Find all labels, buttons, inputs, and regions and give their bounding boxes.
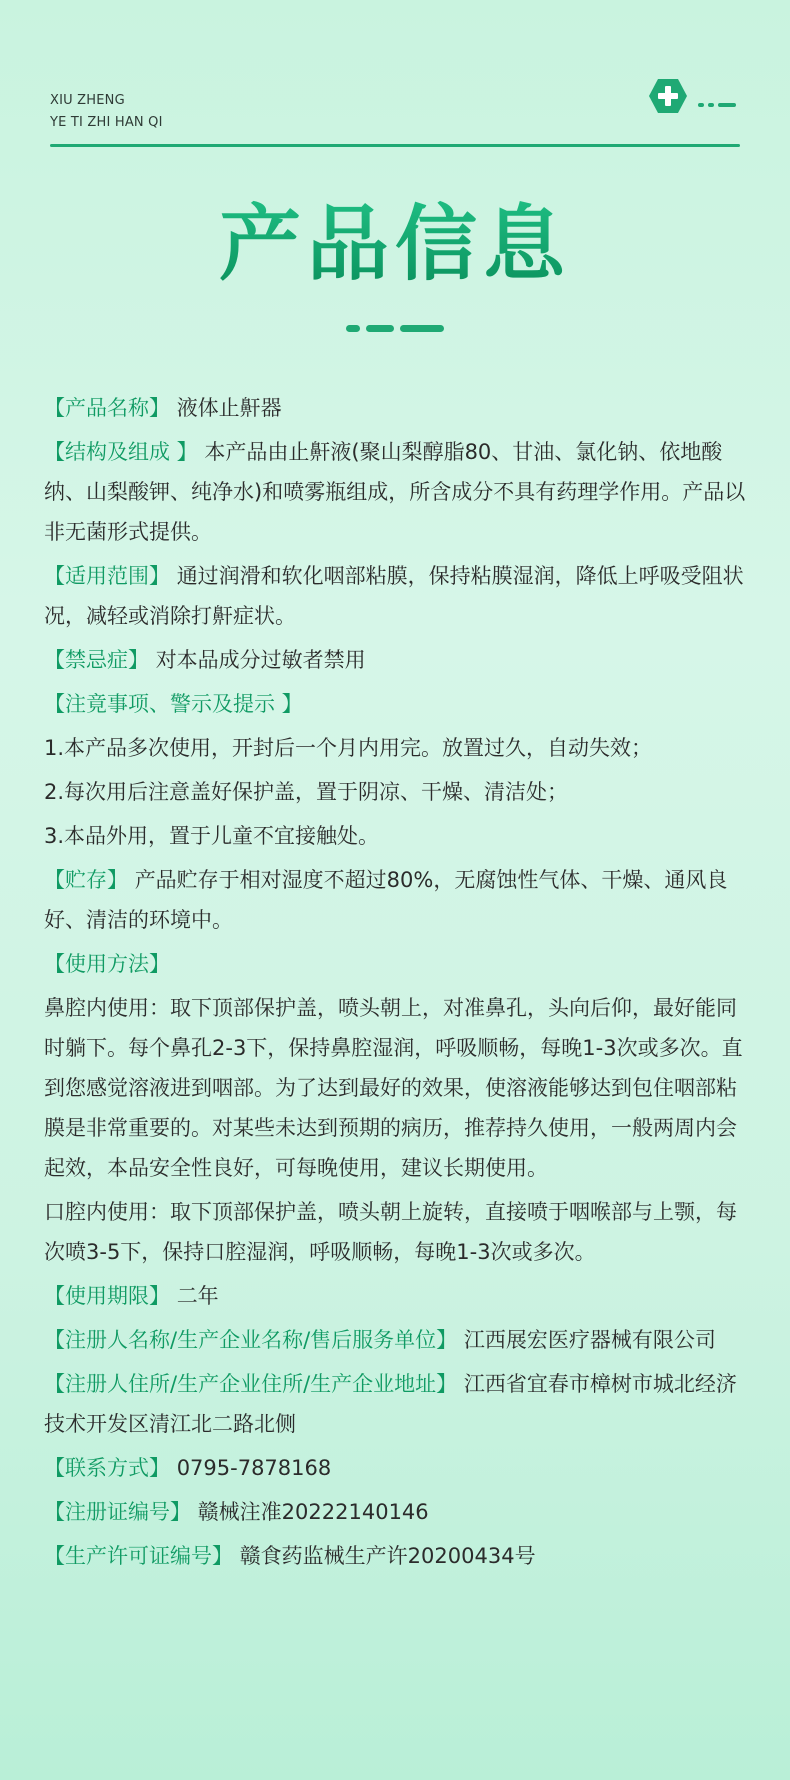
period-row [44, 1276, 749, 1316]
period-label: 【使用期限】 [44, 1284, 170, 1308]
storage-value: 产品贮存于相对湿度不超过80%，无腐蚀性气体、干燥、通风良好、清洁的环境中。 [44, 868, 728, 932]
contraindication-row [44, 640, 749, 680]
usage-nasal: 鼻腔内使用：取下顶部保护盖，喷头朝上，对准鼻孔，头向后仰，最好能同时躺下。每个鼻孔2-3下，保持鼻腔湿润，呼吸顺畅，每晚1-3次或多次。直到您感觉溶液进到咽部。为了达到最好的效果，使溶液能够达到包住咽部粘膜是非常重要的。对某些未达到预期的病历，推荐持久使用，一般两周内会起效，本品安全性良好，可每晚使用，建议长期使用。 [44, 996, 743, 1180]
address-value: 江西省宜春市樟树市城北经济技术开发区清江北二路北侧 [44, 1372, 737, 1436]
address-label: 【注册人住所/生产企业住所/生产企业地址】 [44, 1372, 458, 1396]
contact-row [44, 1448, 749, 1488]
contraindication-label: 【禁忌症】 [44, 648, 149, 672]
medical-cross-icon [648, 78, 688, 114]
structure-label: 【结构及组成 】 [44, 440, 198, 464]
cert-label: 【注册证编号】 [44, 1500, 191, 1524]
storage-row [44, 860, 749, 940]
contact-value: 0795-7878168 [176, 1456, 332, 1480]
dash-decoration-icon [698, 94, 740, 113]
header [0, 0, 790, 160]
product-info-content [44, 388, 749, 1580]
cert-row [44, 1492, 749, 1532]
notice-heading [44, 684, 749, 724]
usage-label: 【使用方法】 [44, 952, 170, 976]
license-label: 【生产许可证编号】 [44, 1544, 233, 1568]
product-name-row [44, 388, 749, 428]
notice-item: 3.本品外用，置于儿童不宜接触处。 [44, 824, 380, 848]
usage-oral: 口腔内使用：取下顶部保护盖，喷头朝上旋转，直接喷于咽喉部与上颚，每次喷3-5下，保持口腔湿润，呼吸顺畅，每晚1-3次或多次。 [44, 1200, 737, 1264]
title-dash-decoration [0, 318, 790, 337]
product-name-label: 【产品名称】 [44, 396, 170, 420]
contraindication-value: 对本品成分过敏者禁用 [155, 648, 366, 672]
notice-label: 【注竟事项、警示及提示 】 [44, 692, 303, 716]
structure-row [44, 432, 749, 552]
registrant-label: 【注册人名称/生产企业名称/售后服务单位】 [44, 1328, 458, 1352]
license-row [44, 1536, 749, 1576]
page-title: 产品信息 [0, 195, 790, 295]
contact-label: 【联系方式】 [44, 1456, 170, 1480]
scope-row [44, 556, 749, 636]
structure-value: 本产品由止鼾液(聚山梨醇脂80、甘油、氯化钠、依地酸纳、山梨酸钾、纯净水)和喷雾瓶组成，所含成分不具有药理学作用。产品以非无菌形式提供。 [44, 440, 746, 544]
period-value: 二年 [176, 1284, 219, 1308]
scope-value: 通过润滑和软化咽部粘膜，保持粘膜湿润，降低上呼吸受阻状况，减轻或消除打鼾症状。 [44, 564, 744, 628]
brand-text [50, 90, 163, 134]
cert-value: 赣械注准20222140146 [197, 1500, 429, 1524]
product-name-value: 液体止鼾器 [176, 396, 282, 420]
address-row [44, 1364, 749, 1444]
usage-heading [44, 944, 749, 984]
brand-line-2: YE TI ZHI HAN QI [50, 115, 163, 130]
notice-item: 2.每次用后注意盖好保护盖，置于阴凉、干燥、清洁处； [44, 780, 569, 804]
storage-label: 【贮存】 [44, 868, 128, 892]
header-divider [50, 144, 740, 147]
scope-label: 【适用范围】 [44, 564, 170, 588]
license-value: 赣食药监械生产许20200434号 [239, 1544, 536, 1568]
registrant-row [44, 1320, 749, 1360]
registrant-value: 江西展宏医疗器械有限公司 [463, 1328, 716, 1352]
brand-line-1: XIU ZHENG [50, 93, 125, 108]
notice-item: 1.本产品多次使用，开封后一个月内用完。放置过久，自动失效； [44, 736, 653, 760]
